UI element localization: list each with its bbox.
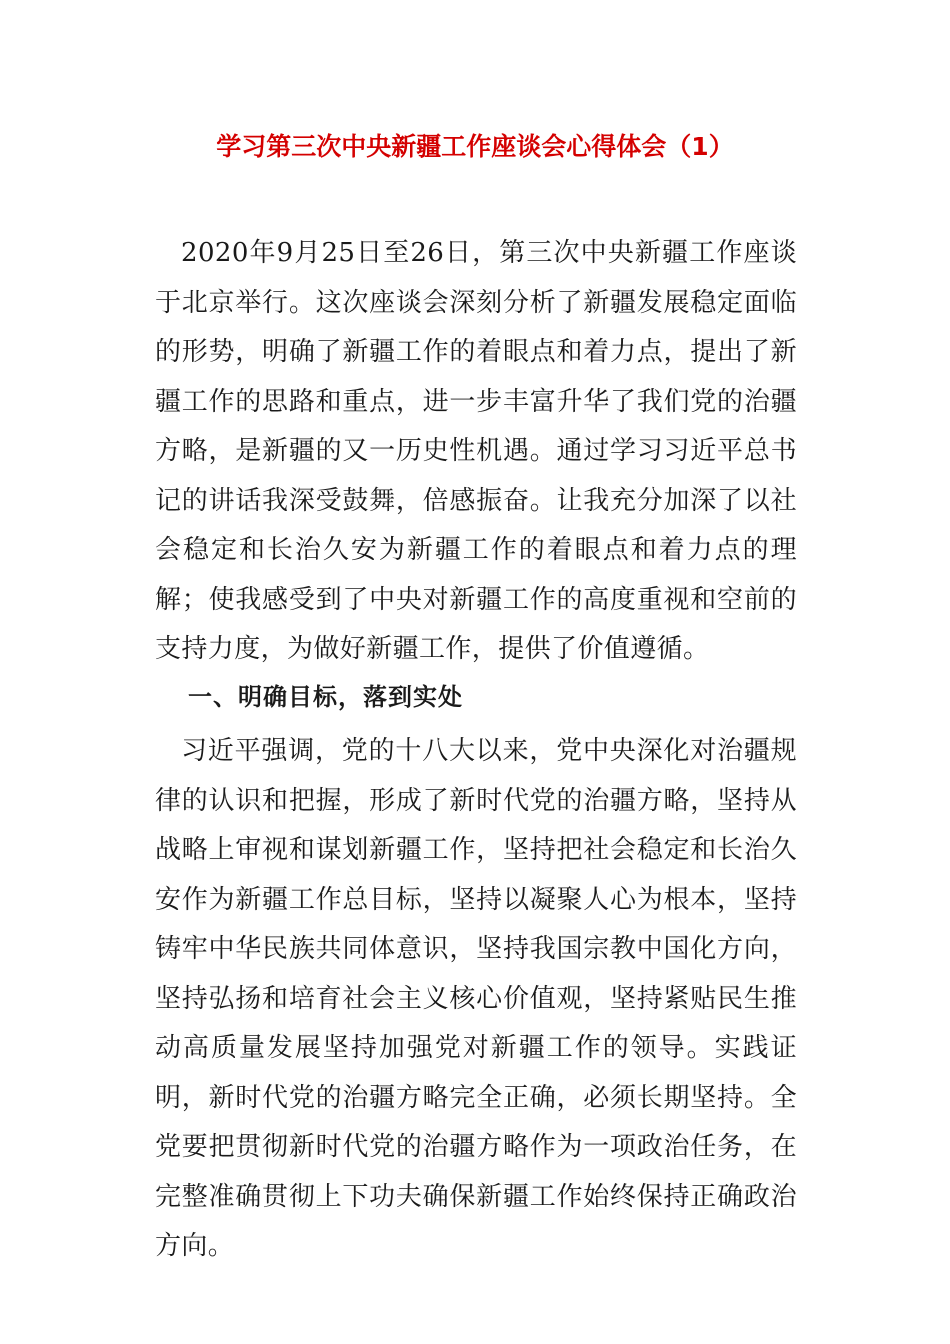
intro-paragraph: 2020年9月25日至26日，第三次中央新疆工作座谈于北京举行。这次座谈会深刻分析了新疆发展稳定面临的形势，明确了新疆工作的着眼点和着力点，提出了新疆工作的思路和重点，进一步丰富升华了我们党的治疆方略，是新疆的又一历史性机遇。通过学习习近平总书记的讲话我深受鼓舞，倍感振奋。让我充分加深了以社会稳定和长治久安为新疆工作的着眼点和着力点的理解；使我感受到了中央对新疆工作的高度重视和空前的支持力度，为做好新疆工作，提供了价值遵循。 xyxy=(155,238,797,664)
section-1-paragraph: 习近平强调，党的十八大以来，党中央深化对治疆规律的认识和把握，形成了新时代党的治疆方略，坚持从战略上审视和谋划新疆工作，坚持把社会稳定和长治久安作为新疆工作总目标，坚持以凝聚人心为根本，坚持铸牢中华民族共同体意识，坚持我国宗教中国化方向，坚持弘扬和培育社会主义核心价值观，坚持紧贴民生推动高质量发展坚持加强党对新疆工作的领导。实践证明，新时代党的治疆方略完全正确，必须长期坚持。全党要把贯彻新时代党的治疆方略作为一项政治任务，在完整准确贯彻上下功夫确保新疆工作始终保持正确政治方向。 xyxy=(155,736,797,1261)
section-heading-1: 一、明确目标，落到实处 xyxy=(188,683,463,711)
document-title: 学习第三次中央新疆工作座谈会心得体会（1） xyxy=(216,132,734,161)
